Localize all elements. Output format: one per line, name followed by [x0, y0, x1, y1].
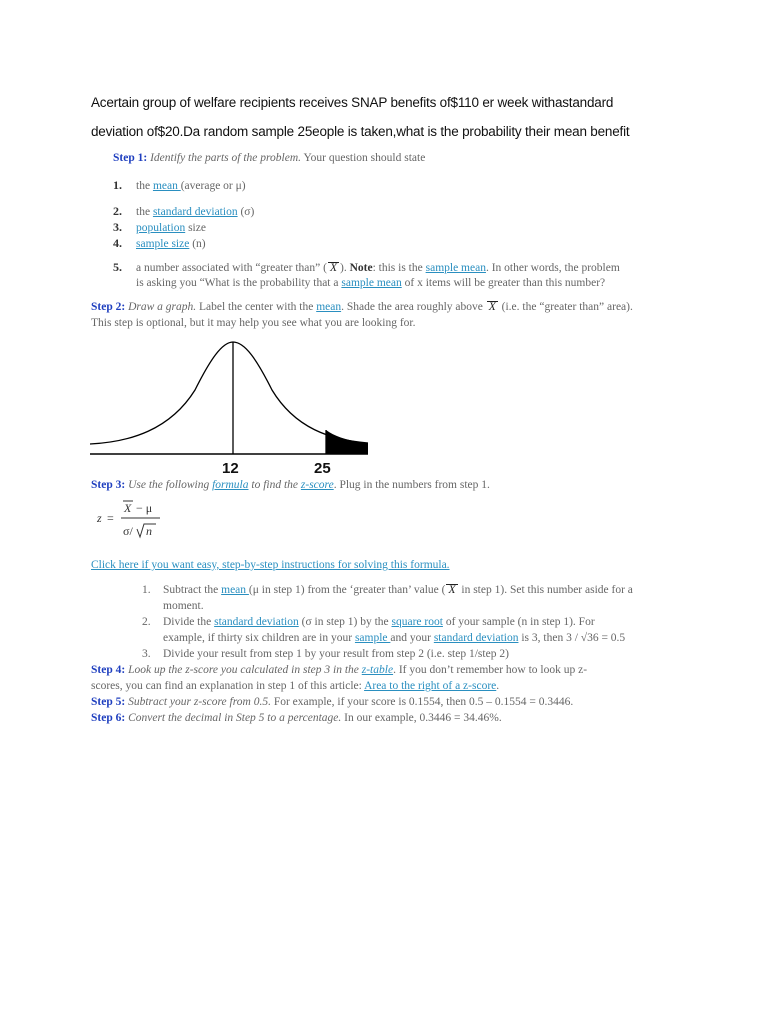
sample-mean-link[interactable]: sample mean: [425, 262, 486, 274]
sample-size-link[interactable]: sample size: [136, 238, 190, 250]
step3-heading: [91, 478, 490, 492]
sub-item-number: 3.: [142, 648, 151, 660]
sub-item-1-line-2: moment.: [163, 600, 204, 612]
note-label: Note: [349, 262, 373, 274]
sub-text: is 3, then 3 / √36 = 0.5: [518, 632, 626, 644]
step4-instruction: Look up the z-score you calculated in step 3 in the: [128, 664, 362, 676]
formula-minus-mu: − μ: [136, 501, 153, 515]
item-text: a number associated with “greater than” (: [136, 262, 327, 274]
step3-instruction: Use the following: [128, 479, 213, 491]
list-item-5-line-1: [136, 261, 620, 275]
item-number: 3.: [113, 220, 122, 234]
square-root-link[interactable]: square root: [391, 616, 443, 628]
item-text: (n): [189, 238, 206, 250]
sample-link[interactable]: sample: [354, 632, 391, 644]
sample-mean-link[interactable]: sample mean: [341, 277, 402, 289]
cutoff-value-label: 25: [314, 460, 331, 477]
list-item: [136, 205, 254, 219]
formula-n: n: [146, 524, 152, 538]
step1-instruction: Identify the parts of the problem.: [150, 152, 302, 164]
sub-item-2-line-1: [163, 615, 595, 629]
sub-text: of your sample (n in step 1). For: [442, 616, 595, 628]
sub-item-number: 1.: [142, 584, 151, 596]
formula-sigma: σ/: [123, 524, 133, 538]
mean-link[interactable]: mean: [152, 180, 181, 192]
question-line-1: Acertain group of welfare recipients receives SNAP benefits of$110 er week withastandard: [91, 95, 614, 110]
step3-instruction: to find the: [248, 479, 301, 491]
step5-instruction: Subtract your z-score from 0.5.: [128, 696, 271, 708]
formula-link[interactable]: formula: [212, 479, 249, 491]
item-text: is asking you “What is the probability that a: [136, 277, 342, 289]
item-text: (σ): [237, 206, 255, 218]
item-text: (average or μ): [180, 180, 246, 192]
step3-text: . Plug in the numbers from step 1.: [333, 479, 490, 491]
list-item: [136, 179, 246, 193]
standard-deviation-link[interactable]: standard deviation: [152, 206, 238, 218]
step1-heading: [113, 151, 425, 165]
step5-label: Step 5:: [91, 696, 126, 708]
normal-curve-graph: [90, 330, 380, 478]
sub-text: and your: [390, 632, 434, 644]
click-here-instructions-link[interactable]: [91, 558, 450, 572]
item-number: 1.: [113, 178, 122, 192]
sub-text: (μ in step 1) from the ‘greater than’ value (: [248, 584, 446, 596]
step4-line-1: [91, 663, 587, 677]
step5-text: For example, if your score is 0.1554, then 0.5 – 0.1554 = 0.3446.: [270, 696, 574, 708]
step4-label: Step 4:: [91, 664, 126, 676]
x-bar-symbol: X: [448, 584, 456, 596]
x-bar-symbol: X: [329, 262, 337, 274]
item-text: size: [185, 222, 206, 234]
sub-text: Subtract the: [163, 584, 222, 596]
step1-rest: Your question should state: [301, 152, 426, 164]
step2-line-2: This step is optional, but it may help you see what you are looking for.: [91, 317, 416, 329]
item-number: 2.: [113, 204, 122, 218]
step4-text: . If you don’t remember how to look up z-: [393, 664, 588, 676]
z-table-link[interactable]: z-table: [361, 664, 394, 676]
step4-text: .: [496, 680, 500, 692]
standard-deviation-link[interactable]: standard deviation: [214, 616, 299, 628]
z-score-formula: [96, 498, 176, 546]
step6-text: In our example, 0.3446 = 34.46%.: [341, 712, 502, 724]
step4-line-2: [91, 679, 499, 693]
mean-link[interactable]: mean: [316, 301, 342, 313]
step2-text: (i.e. the “greater than” area).: [498, 301, 633, 313]
step6-instruction: Convert the decimal in Step 5 to a percentage.: [128, 712, 342, 724]
step1-label: Step 1:: [113, 152, 148, 164]
item-text: . In other words, the problem: [485, 262, 620, 274]
step4-text: scores, you can find an explanation in step 1 of this article:: [91, 680, 365, 692]
sub-text: (σ in step 1) by the: [298, 616, 392, 628]
sub-item-2-line-2: [163, 631, 625, 645]
click-here-link-text[interactable]: Click here if you want easy, step-by-step instructions for solving this formula.: [91, 559, 450, 571]
mean-link[interactable]: mean: [221, 584, 249, 596]
item-text: of x items will be greater than this number?: [401, 277, 606, 289]
step6-label: Step 6:: [91, 712, 126, 724]
step3-label: Step 3:: [91, 479, 126, 491]
formula-equals: =: [107, 511, 114, 525]
standard-deviation-link[interactable]: standard deviation: [433, 632, 519, 644]
step2-line-1: [91, 300, 633, 314]
z-score-link[interactable]: z-score: [300, 479, 334, 491]
sub-text: example, if thirty six children are in your: [163, 632, 355, 644]
sub-text: Divide the: [163, 616, 215, 628]
sub-item-1-line-1: [163, 583, 633, 597]
list-item: [136, 221, 206, 235]
item-number: 5.: [113, 260, 122, 274]
item-text: : this is the: [372, 262, 426, 274]
sub-item-3: Divide your result from step 1 by your result from step 2 (i.e. step 1/step 2): [163, 648, 509, 660]
sub-item-number: 2.: [142, 616, 151, 628]
bell-curve: [90, 342, 368, 444]
population-link[interactable]: population: [136, 222, 186, 234]
x-bar-symbol: X: [488, 301, 496, 313]
sub-text: in step 1). Set this number aside for a: [458, 584, 633, 596]
area-right-of-z-score-link[interactable]: Area to the right of a z-score: [364, 680, 497, 692]
item-text: the: [136, 206, 153, 218]
step5-line: [91, 695, 573, 709]
list-item: [136, 237, 206, 251]
formula-x-bar: X: [124, 501, 132, 515]
formula-z: z: [97, 511, 102, 525]
step2-text: Label the center with the: [196, 301, 317, 313]
mean-value-label: 12: [222, 460, 239, 477]
question-line-2: deviation of$20.Da random sample 25eople is taken,what is the probability their mean benefit: [91, 124, 630, 139]
item-text: the: [136, 180, 153, 192]
step2-text: . Shade the area roughly above: [341, 301, 486, 313]
step2-instruction: Draw a graph.: [128, 301, 197, 313]
item-number: 4.: [113, 236, 122, 250]
list-item-5-line-2: [136, 276, 605, 290]
step2-label: Step 2:: [91, 301, 126, 313]
item-text: ).: [339, 262, 350, 274]
step6-line: [91, 711, 502, 725]
